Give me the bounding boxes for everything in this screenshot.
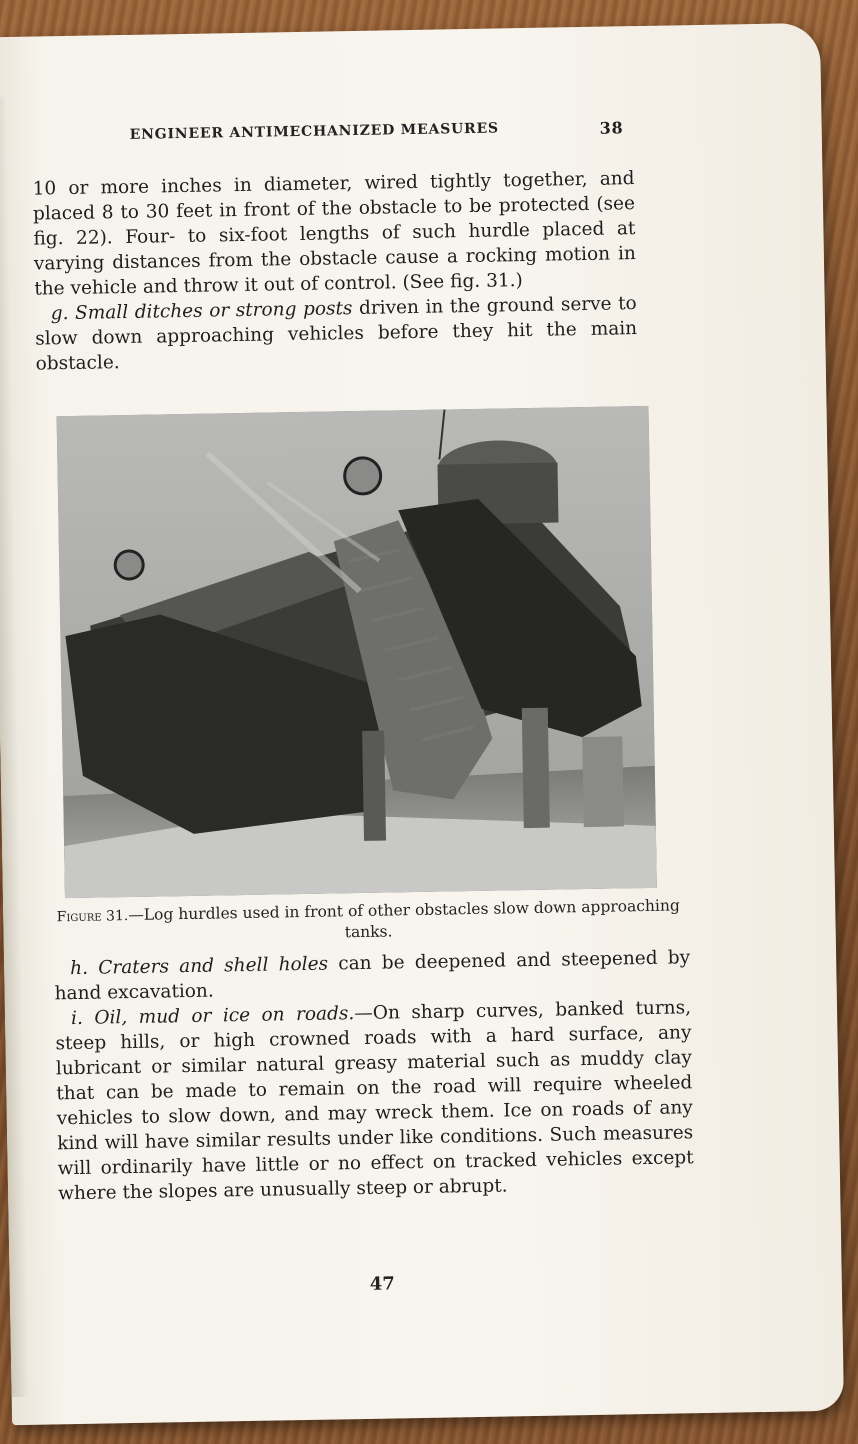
header-title: ENGINEER ANTIMECHANIZED MEASURES — [129, 120, 500, 143]
item-i-text: —On sharp curves, banked turns, steep hills, or high crowned roads with a hard surface, any lubricant or similar natural greasy material such as muddy clay that can be made to remain on the road will require wheeled vehicles to slow down, and may wreck them. Ice on roads of any kind will have similar results under like conditions. Such measures will ordinarily have little or no effect on tracked vehicles except where the slopes are unusually steep or abrupt. — [55, 997, 694, 1205]
page-number: 47 — [369, 1273, 396, 1295]
page-gutter — [0, 97, 30, 1397]
paragraph-g — [35, 291, 638, 376]
item-g-text: driven in the ground serve to slow down approaching vehicles before they hit the main obstacle. — [35, 293, 638, 375]
book-page — [0, 23, 844, 1425]
tank-photo-illustration — [57, 406, 657, 898]
top-text-block — [32, 166, 637, 376]
figure-caption-text: —Log hurdles used in front of other obstacles slow down approaching tanks. — [128, 896, 680, 942]
bottom-text-block — [54, 945, 694, 1206]
section-number: 38 — [599, 118, 624, 138]
item-g-label: g. Small ditches or strong posts — [50, 298, 353, 325]
paragraph-i — [55, 995, 694, 1206]
item-i-label: i. Oil, mud or ice on roads. — [70, 1003, 355, 1030]
paragraph-hurdles: 10 or more inches in diameter, wired tightly together, and placed 8 to 30 feet in front of the obstacle to be protected (see fig. 22). Four- to six-foot lengths of such hurdle placed at varying distances from the obstacle cause a rocking motion in the vehicle and throw it out of control. (See fig. 31.) — [32, 168, 637, 300]
running-header — [130, 118, 630, 143]
item-h-label: h. Craters and shell holes — [70, 953, 329, 980]
figure-label: Figure 31. — [56, 908, 129, 926]
item-h-text: can be deepened and steepened by hand excavation. — [54, 947, 691, 1005]
figure-photo-tank — [57, 406, 657, 898]
figure-caption — [53, 895, 684, 947]
